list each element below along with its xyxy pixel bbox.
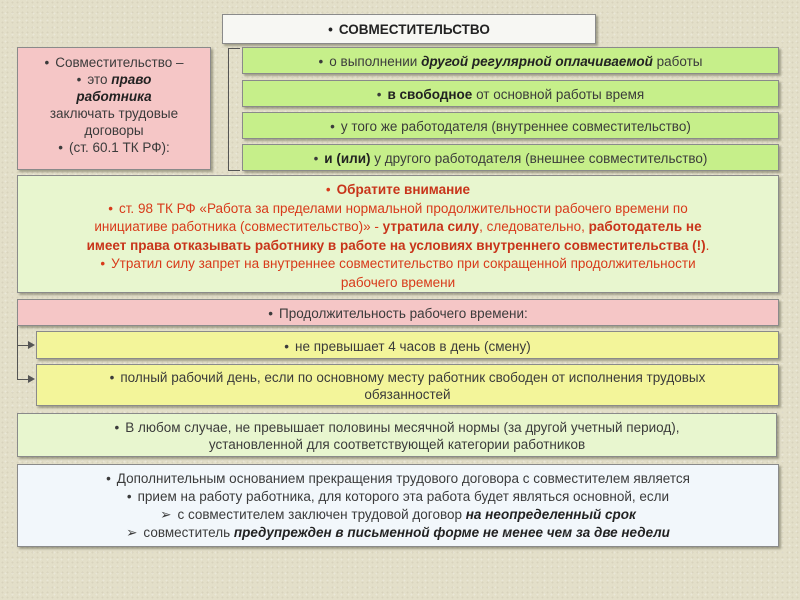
bracket-connector — [228, 48, 240, 49]
notice-text: инициативе работника (совместительство)» - утратила силу, следовательно, работодатель не — [94, 219, 702, 234]
termination-box — [17, 464, 779, 547]
notice-text: имеет права отказывать работнику в работе на условиях внутреннего совместительства (!). — [86, 237, 710, 253]
bracket-connector — [228, 48, 229, 170]
definition-line: договоры — [84, 123, 144, 138]
condition-item: • в свободное от основной работы время — [242, 80, 779, 107]
definition-line: • это право — [76, 72, 152, 87]
header-title: СОВМЕСТИТЕЛЬСТВО — [338, 22, 490, 37]
bracket-connector — [228, 170, 240, 171]
definition-line: заключать трудовые — [49, 106, 179, 121]
header-box — [222, 14, 596, 44]
condition-item: • и (или) у другого работодателя (внешнее совместительство) — [242, 144, 779, 171]
check-arrow-icon: ➢ — [126, 525, 138, 540]
duration-item: • не превышает 4 часов в день (смену) — [36, 331, 779, 359]
notice-title: • Обратите внимание — [325, 182, 471, 197]
monthly-norm-box: • В любом случае, не превышает половины месячной нормы (за другой учетный период), установленной для соответствующей категории работников — [17, 413, 777, 457]
bullet: • — [328, 22, 333, 37]
notice-text: • ст. 98 ТК РФ «Работа за пределами нормальной продолжительности рабочего времени по — [108, 200, 688, 216]
condition-item: • о выполнении другой регулярной оплачиваемой работы — [242, 47, 779, 74]
definition-line: работника — [76, 89, 152, 104]
termination-line: • прием на работу работника, для которого эта работа будет являться основной, если — [126, 489, 670, 504]
duration-item: • полный рабочий день, если по основному месту работник свободен от исполнения трудовых обязанностей — [36, 364, 779, 406]
notice-box — [17, 175, 779, 293]
condition-item: • у того же работодателя (внутреннее совместительство) — [242, 112, 779, 139]
duration-title: • Продолжительность рабочего времени: — [17, 299, 779, 326]
arrow-right-icon — [28, 375, 35, 383]
definition-box — [17, 47, 211, 170]
arrow-right-icon — [28, 341, 35, 349]
definition-line: • Совместительство – — [44, 55, 184, 70]
check-arrow-icon: ➢ — [160, 507, 172, 522]
duration-connector — [17, 326, 18, 379]
termination-line: ➢ с совместителем заключен трудовой договор на неопределенный срок — [160, 507, 636, 522]
notice-text: • Утратил силу запрет на внутреннее совместительство при сокращенной продолжительности — [100, 256, 696, 271]
notice-text: рабочего времени — [340, 274, 456, 290]
definition-line: • (ст. 60.1 ТК РФ): — [58, 140, 170, 155]
termination-line: ➢ совместитель предупрежден в письменной форме не менее чем за две недели — [126, 525, 670, 540]
termination-line: • Дополнительным основанием прекращения трудового договора с совместителем является — [106, 471, 690, 486]
